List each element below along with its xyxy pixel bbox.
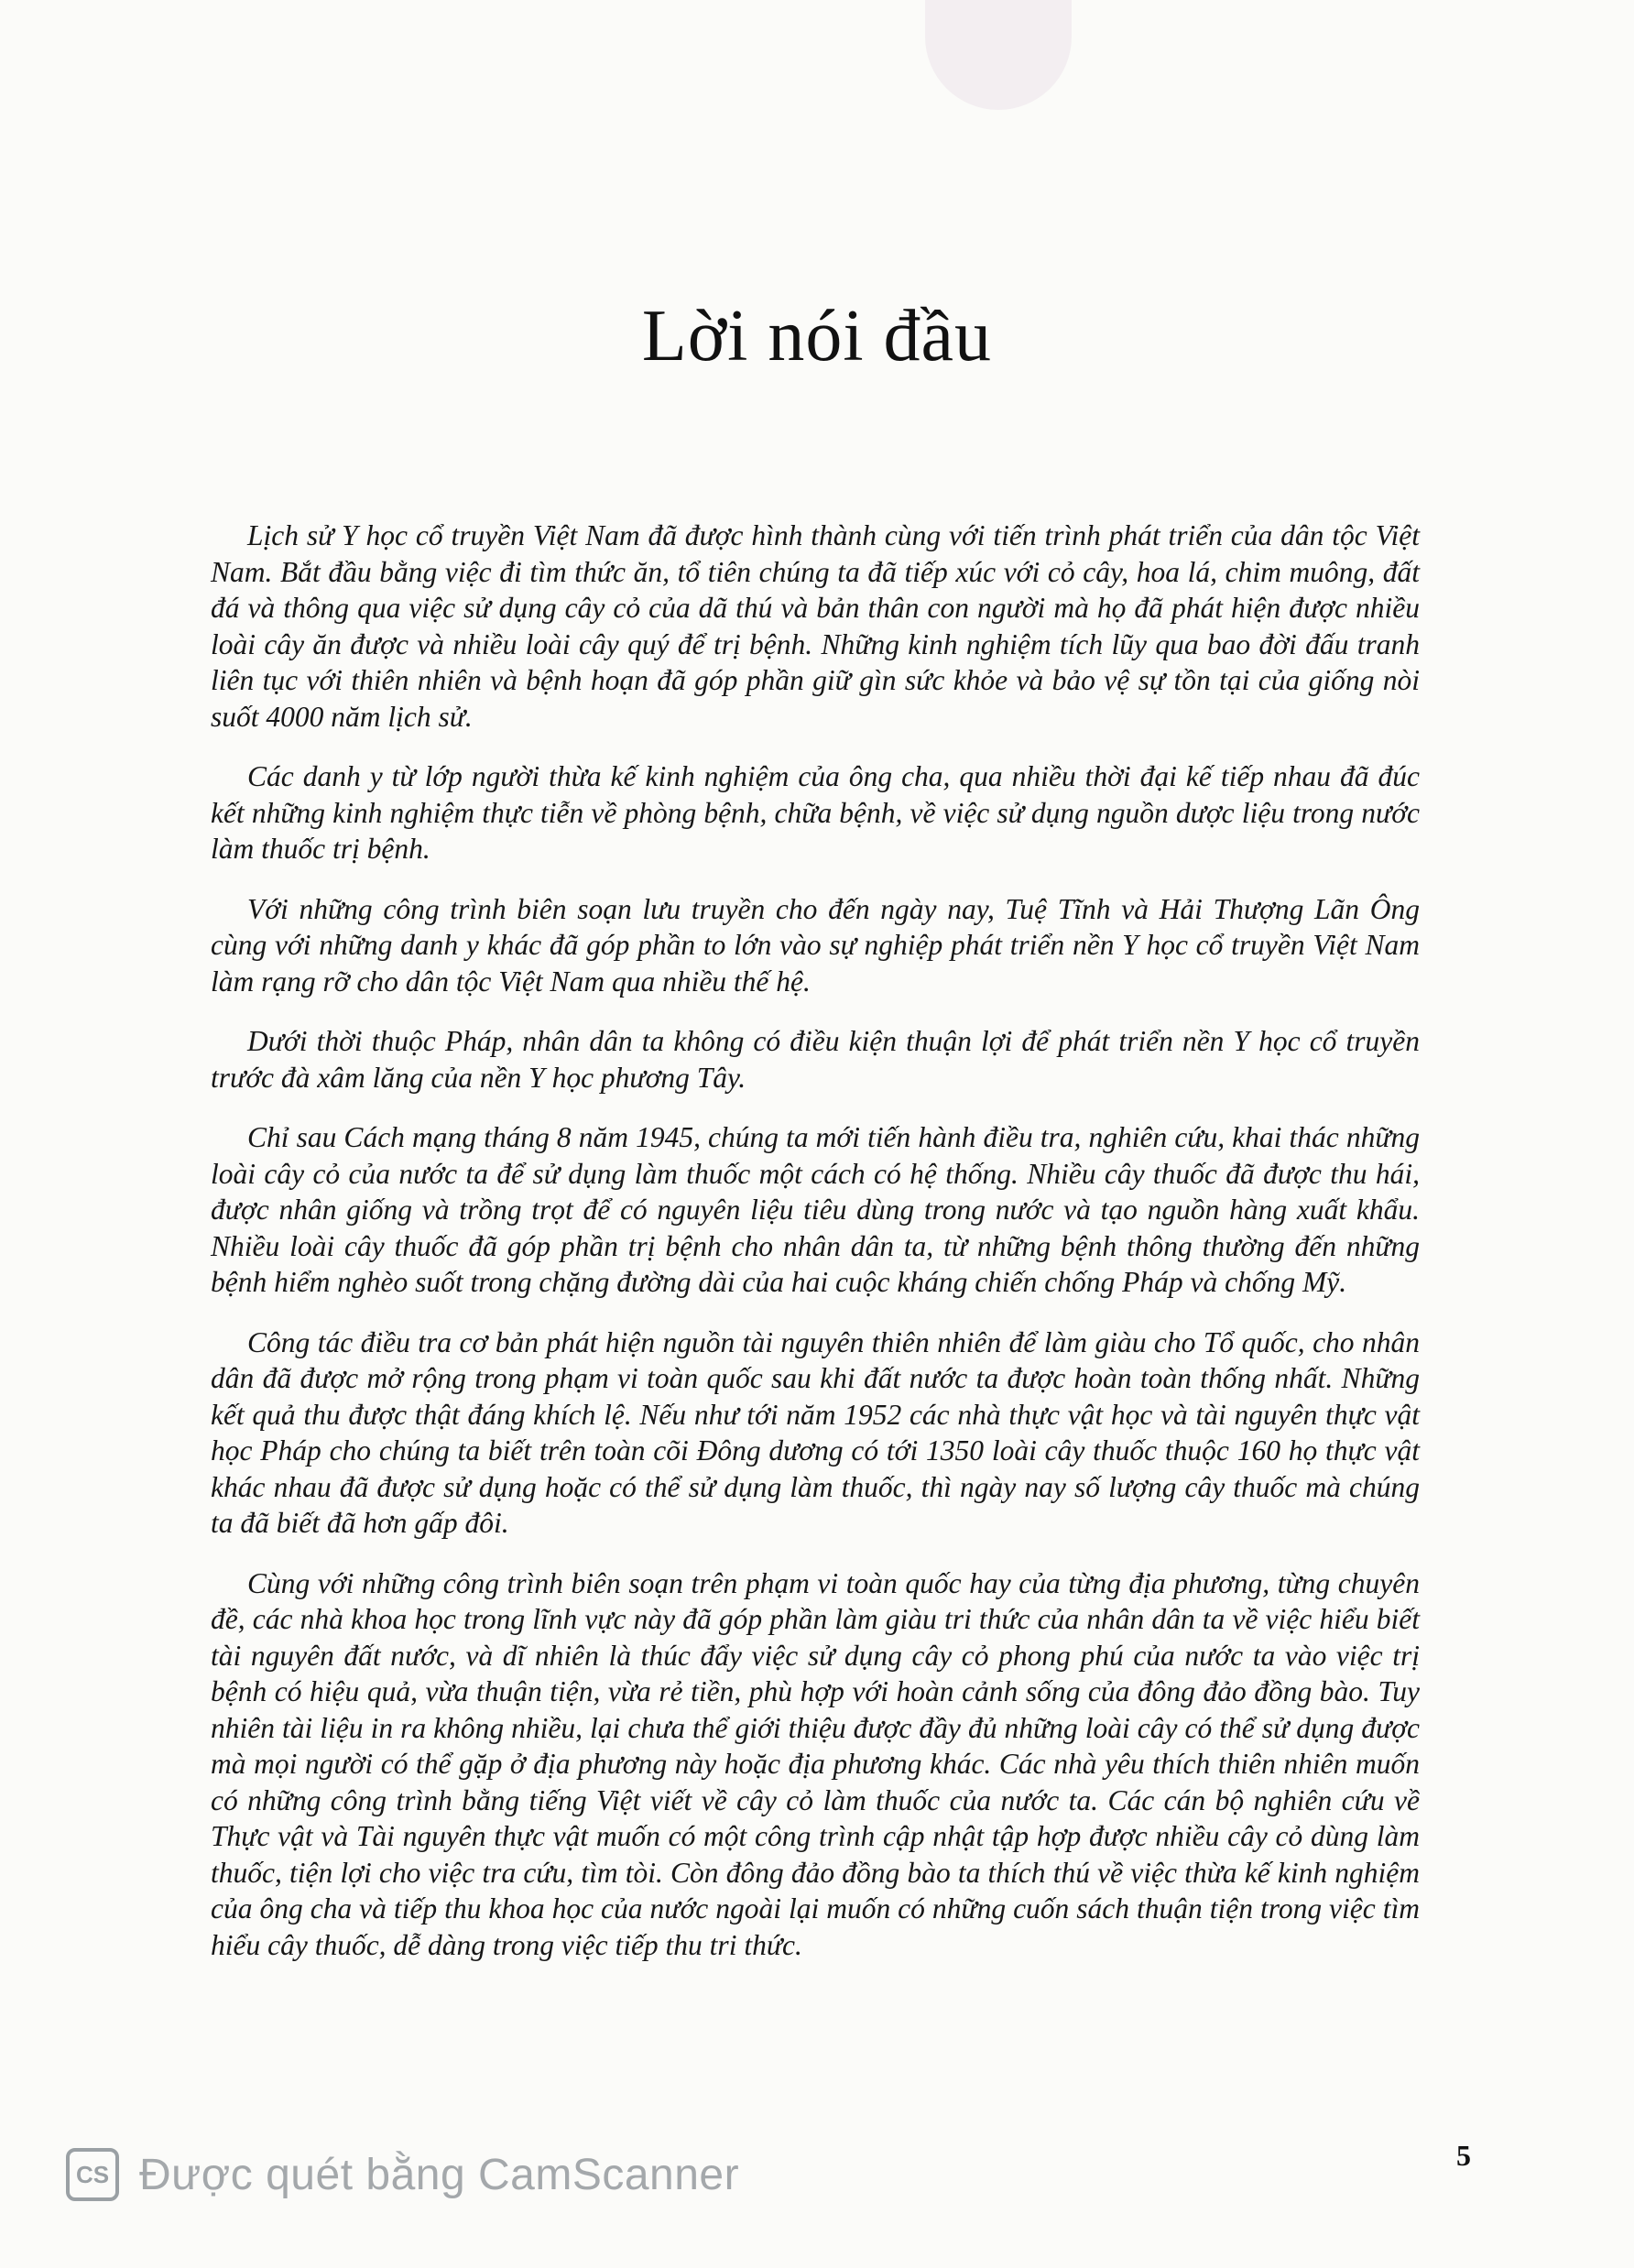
- paragraph-3: Với những công trình biên soạn lưu truyền cho đến ngày nay, Tuệ Tĩnh và Hải Thượng Lãn Ông cùng với những danh y khác đã góp phần to lớn vào sự nghiệp phát triển nền Y học cổ truyền Việt Nam làm rạng rỡ cho dân tộc Việt Nam qua nhiều thế hệ.: [211, 892, 1420, 998]
- paragraph-6: Công tác điều tra cơ bản phát hiện nguồn tài nguyên thiên nhiên để làm giàu cho Tổ quốc, cho nhân dân đã được mở rộng trong phạm vi toàn quốc sau khi đất nước ta được hoàn toàn thống nhất. Những kết quả thu được thật đáng khích lệ. Nếu như tới năm 1952 các nhà thực vật học và tài nguyên thực vật học Pháp cho chúng ta biết trên toàn cõi Đông dương có tới 1350 loài cây thuốc thuộc 160 họ thực vật khác nhau đã được sử dụng hoặc có thể sử dụng làm thuốc, thì ngày nay số lượng cây thuốc mà chúng ta đã biết đã hơn gấp đôi.: [211, 1325, 1420, 1539]
- paragraph-5: Chỉ sau Cách mạng tháng 8 năm 1945, chúng ta mới tiến hành điều tra, nghiên cứu, khai thác những loài cây cỏ của nước ta để sử dụng làm thuốc một cách có hệ thống. Nhiều cây thuốc đã được thu hái, được nhân giống và trồng trọt để có nguyên liệu tiêu dùng trong nước và tạo nguồn hàng xuất khẩu. Nhiều loài cây thuốc đã góp phần trị bệnh cho nhân dân ta, từ những bệnh thông thường đến những bệnh hiểm nghèo suốt trong chặng đường dài của hai cuộc kháng chiến chống Pháp và chống Mỹ.: [211, 1121, 1420, 1298]
- camscanner-watermark: [66, 2145, 739, 2204]
- watermark-text: Được quét bằng CamScanner: [139, 2150, 740, 2199]
- page-number: 5: [1456, 2139, 1471, 2172]
- page-title: Lời nói đầu: [641, 296, 993, 376]
- paragraph-7: Cùng với những công trình biên soạn trên phạm vi toàn quốc hay của từng địa phương, từng chuyên đề, các nhà khoa học trong lĩnh vực này đã góp phần làm giàu tri thức của nhân dân ta về việc hiểu biết tài nguyên đất nước, và dĩ nhiên là thúc đẩy việc sử dụng cây cỏ phong phú của nước ta vào việc trị bệnh có hiệu quả, vừa thuận tiện, vừa rẻ tiền, phù hợp với hoàn cảnh sống của đông đảo đồng bào. Tuy nhiên tài liệu in ra không nhiều, lại chưa thể giới thiệu được đầy đủ những loài cây có thể sử dụng được mà mọi người có thể gặp ở địa phương này hoặc địa phương khác. Các nhà yêu thích thiên nhiên muốn có những công trình bằng tiếng Việt viết về cây cỏ làm thuốc của nước ta. Các cán bộ nghiên cứu về Thực vật và Tài nguyên thực vật muốn có một công trình cập nhật tập hợp được nhiều cây cỏ dùng làm thuốc, tiện lợi cho việc tra cứu, tìm tòi. Còn đông đảo đồng bào ta thích thú về việc thừa kế kinh nghiệm của ông cha và tiếp thu khoa học của nước ngoài lại muốn có những cuốn sách thuận tiện trong việc tìm hiểu cây thuốc, dễ dàng trong việc tiếp thu tri thức.: [211, 1566, 1420, 1961]
- camscanner-logo-icon: CS: [66, 2148, 119, 2201]
- bleed-through-mark: [925, 0, 1072, 110]
- paragraph-4: Dưới thời thuộc Pháp, nhân dân ta không có điều kiện thuận lợi để phát triển nền Y học cổ truyền trước đà xâm lăng của nền Y học phương Tây.: [211, 1025, 1420, 1094]
- paragraph-2: Các danh y từ lớp người thừa kế kinh nghiệm của ông cha, qua nhiều thời đại kế tiếp nhau đã đúc kết những kinh nghiệm thực tiễn về phòng bệnh, chữa bệnh, về việc sử dụng nguồn dược liệu trong nước làm thuốc trị bệnh.: [211, 760, 1420, 865]
- paragraph-1: Lịch sử Y học cổ truyền Việt Nam đã được hình thành cùng với tiến trình phát triển của dân tộc Việt Nam. Bắt đầu bằng việc đi tìm thức ăn, tổ tiên chúng ta đã tiếp xúc với cỏ cây, hoa lá, chim muông, đất đá và thông qua việc sử dụng cây cỏ của dã thú và bản thân con người mà họ đã phát hiện được nhiều loài cây ăn được và nhiều loài cây quý để trị bệnh. Những kinh nghiệm tích lũy qua bao đời đấu tranh liên tục với thiên nhiên và bệnh hoạn đã góp phần giữ gìn sức khỏe và bảo vệ sự tồn tại của giống nòi suốt 4000 năm lịch sử.: [211, 519, 1420, 733]
- body-text: [211, 518, 1420, 1987]
